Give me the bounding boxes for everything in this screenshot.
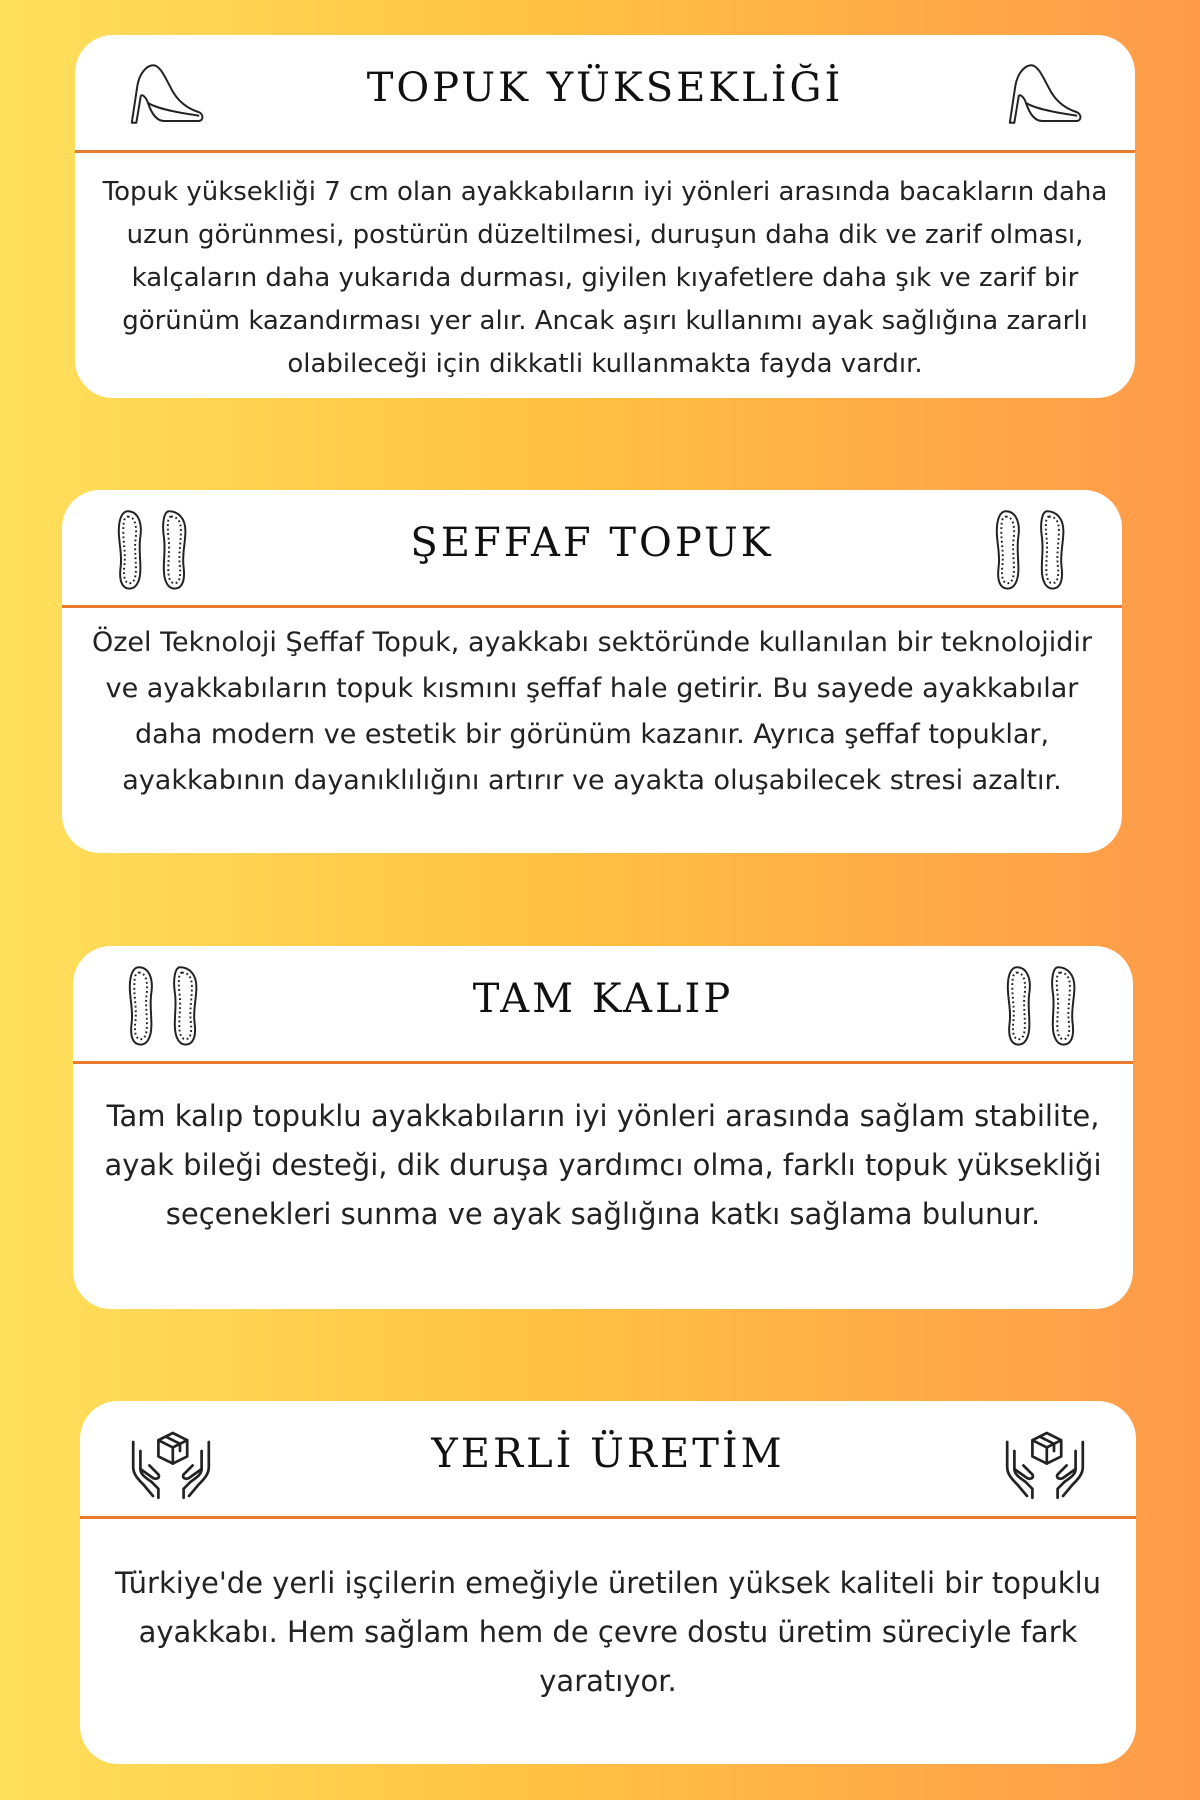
card-header bbox=[80, 1401, 1136, 1519]
card-title: YERLİ ÜRETİM bbox=[431, 1431, 785, 1477]
card-header bbox=[73, 946, 1133, 1064]
card-seffaf-topuk bbox=[62, 490, 1122, 853]
card-title: TAM KALIP bbox=[472, 976, 734, 1022]
card-text: Topuk yüksekliği 7 cm olan ayakkabıların iyi yönleri arasında bacakların daha uzun görünmesi, postürün düzeltilmesi, duruşun daha dik ve zarif olması, kalçaların daha yukarıda durması, giyilen kıyafetlere daha şık ve zarif bir görünüm kazandırması yer alır. Ancak aşırı kullanımı ayak sağlığına zararlı olabileceği için dikkatli kullanmakta fayda vardır. bbox=[102, 177, 1108, 379]
high-heel-icon bbox=[999, 49, 1089, 139]
insoles-icon bbox=[997, 960, 1087, 1050]
card-header bbox=[75, 35, 1135, 153]
card-tam-kalip bbox=[73, 946, 1133, 1309]
card-title: ŞEFFAF TOPUK bbox=[410, 520, 774, 566]
card-yerli-uretim bbox=[80, 1401, 1136, 1764]
hands-box-icon bbox=[1000, 1415, 1090, 1505]
card-text: Tam kalıp topuklu ayakkabıların iyi yönleri arasında sağlam stabilite, ayak bileği desteği, dik duruşa yardımcı olma, farklı topuk yüksekliği seçenekleri sunma ve ayak sağlığına katkı sağlama bulunur. bbox=[104, 1099, 1102, 1231]
card-topuk-yuksekligi bbox=[75, 35, 1135, 398]
insoles-icon bbox=[986, 504, 1076, 594]
card-text: Özel Teknoloji Şeffaf Topuk, ayakkabı sektöründe kullanılan bir teknolojidir ve ayakkabıların topuk kısmını şeffaf hale getirir. Bu sayede ayakkabılar daha modern ve estetik bir görünüm kazanır. Ayrıca şeffaf topuklar, ayakkabının dayanıklılığını artırır ve ayakta oluşabilecek stresi azaltır. bbox=[91, 627, 1093, 796]
card-text: Türkiye'de yerli işçilerin emeğiyle üretilen yüksek kaliteli bir topuklu ayakkabı. Hem sağlam hem de çevre dostu üretim süreciyle fark yaratıyor. bbox=[114, 1566, 1102, 1698]
card-header bbox=[62, 490, 1122, 608]
card-title: TOPUK YÜKSEKLİĞİ bbox=[366, 65, 844, 111]
